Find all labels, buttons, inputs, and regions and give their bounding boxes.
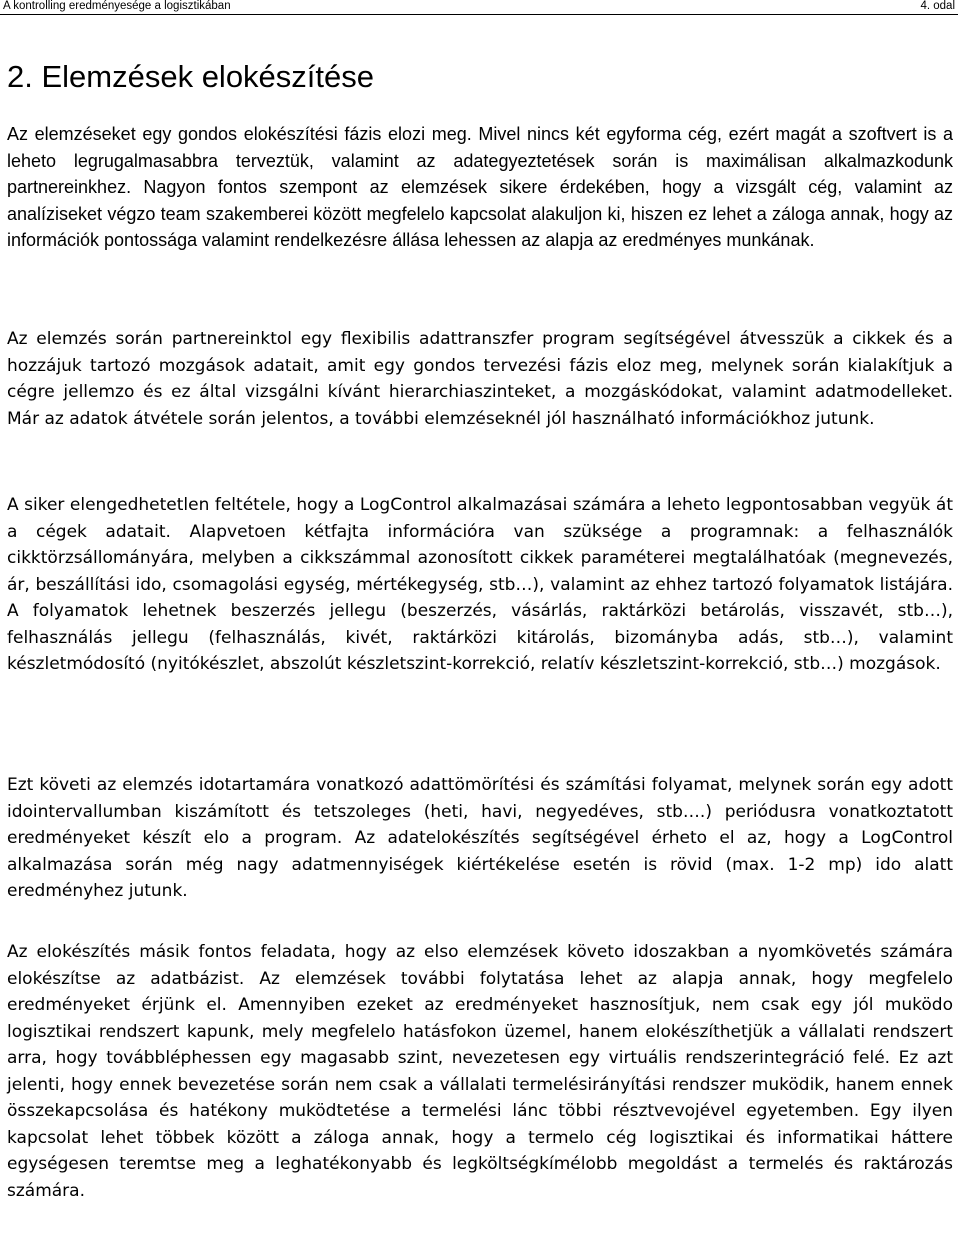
section-heading: 2. Elemzések elokészítése xyxy=(7,59,375,94)
running-header xyxy=(0,0,958,15)
page-number: 4. odal xyxy=(920,0,955,12)
paragraph-1: Az elemzéseket egy gondos elokészítési fázis elozi meg. Mivel nincs két egyforma cég, ezért magát a szoftvert is a leheto legrugalmasabbra terveztük, valamint az adategyeztetések során is maximálisan alkalmazkodunk partnereinkhez. Nagyon fontos szempont az elemzések sikere érdekében, hogy a vizsgált cég, valamint az analíziseket végzo team szakemberei között megfelelo kapcsolat alakuljon ki, hiszen ez lehet a záloga annak, hogy az információk pontossága valamint rendelkezésre állása lehessen az alapja az eredményes munkának. xyxy=(7,124,953,250)
document-title: A kontrolling eredményesége a logisztikában xyxy=(3,0,231,12)
paragraph-2: Az elemzés során partnereinktol egy flexibilis adattranszfer program segítségével átvesszük a cikkek és a hozzájuk tartozó mozgások adatait, amit egy gondos tervezési fázis eloz meg, melynek során kialakítjuk a cégre jellemzo és ez által vizsgálni kívánt hierarchiaszinteket, a mozgáskódokat, valamint adatmodelleket. Már az adatok átvétele során jelentos, a további elemzéseknél jól használható információkhoz jutunk. xyxy=(7,329,953,429)
paragraph-5: Az elokészítés másik fontos feladata, hogy az elso elemzések követo idoszakban a nyomkövetés számára elokészítse az adatbázist. Az elemzések további folytatása lehet az alapja annak, hogy megfelelo eredményeket érjünk el. Amennyiben ezeket az eredményeket hasznosítjuk, nem csak egy jól muködo logisztikai rendszert kapunk, mely megfelelo hatásfokon üzemel, hanem elokészíthetjük a vállalati rendszert arra, hogy továbbléphessen egy magasabb szint, nevezetesen egy virtuális rendszerintegráció felé. Ez azt jelenti, hogy ennek bevezetése során nem csak a vállalati termelésirányítási rendszer muködik, hanem ennek összekapcsolása és hatékony muködtetése a termelési lánc többi résztvevojével egyetemben. Egy ilyen kapcsolat lehet többek között a záloga annak, hogy a termelo cég logisztikai és informatikai háttere egységesen teremtse meg a leghatékonyabb és legköltségkímélobb megoldást a termelés és raktározás számára. xyxy=(7,942,953,1201)
paragraph-4: Ezt követi az elemzés idotartamára vonatkozó adattömörítési és számítási folyamat, melynek során egy adott idointervallumban kiszámított és tetszoleges (heti, havi, negyedéves, stb….) periódusra vonatkoztatott eredményeket készít elo a program. Az adatelokészítés segítségével érheto el az, hogy a LogControl alkalmazása során még nagy adatmennyiségek kiértékelése esetén is rövid (max. 1-2 mp) ido alatt eredményhez jutunk. xyxy=(7,775,953,901)
paragraph-3: A siker elengedhetetlen feltétele, hogy a LogControl alkalmazásai számára a leheto legpontosabban vegyük át a cégek adatait. Alapvetoen kétfajta információra van szüksége a programnak: a felhasználók cikktörzsállományára, melyben a cikkszámmal azonosított cikkek paraméterei megtalálhatóak (megnevezés, ár, beszállítási ido, csomagolási egység, mértékegység, stb…), valamint az ehhez tartozó folyamatok listájára. A folyamatok lehetnek beszerzés jellegu (beszerzés, vásárlás, raktárközi betárolás, visszavét, stb…), felhasználás jellegu (felhasználás, kivét, raktárközi kitárolás, bizományba adás, stb…), valamint készletmódosító (nyitókészlet, abszolút készletszint-korrekció, relatív készletszint-korrekció, stb…) mozgások. xyxy=(7,495,953,674)
